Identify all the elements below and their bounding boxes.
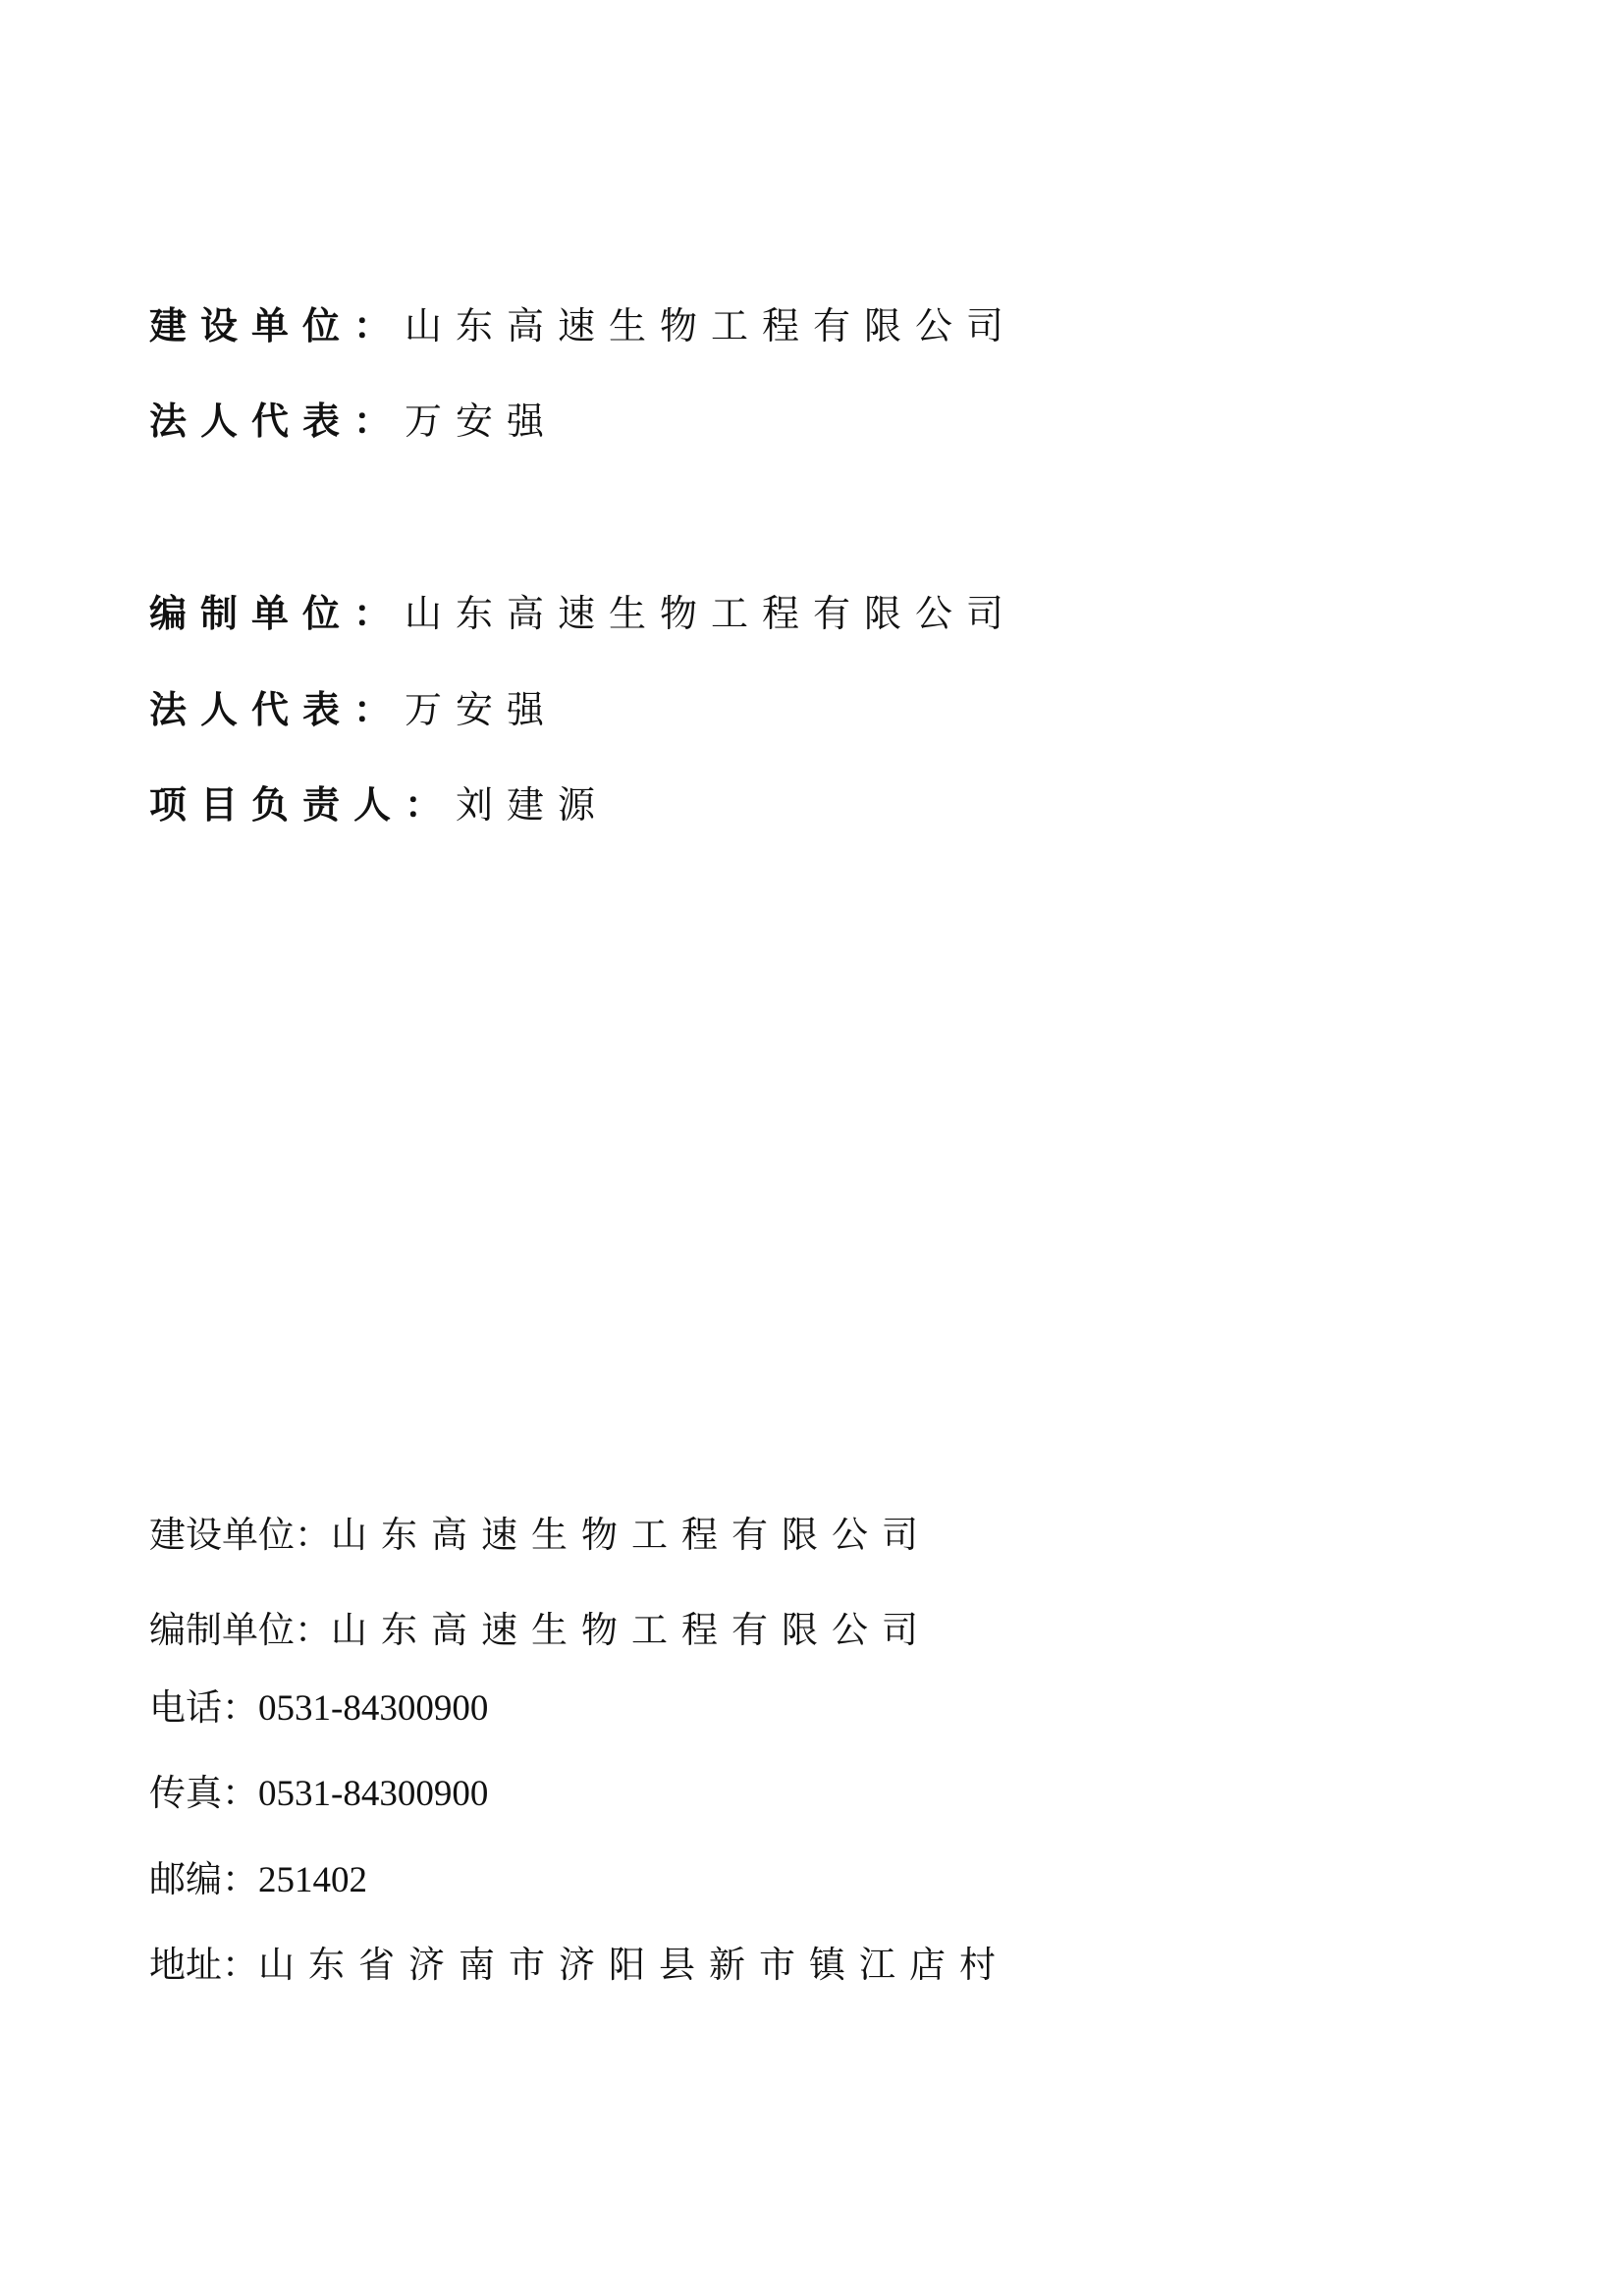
legal-rep-row: [149, 400, 559, 443]
fax-row: [149, 1772, 489, 1814]
compile-legal-rep-row: [149, 688, 559, 731]
contact-construction-unit-label: 建设单位：: [149, 1514, 331, 1556]
compile-unit-value: 山东高速生物工程有限公司: [405, 592, 1018, 635]
address-row: [149, 1944, 1009, 1986]
address-value: 山东省济南市济阳县新市镇江店村: [258, 1944, 1009, 1986]
phone-label: 电话：: [149, 1686, 258, 1729]
compile-unit-row: [149, 592, 1018, 635]
construction-unit-row: [149, 304, 1018, 347]
contact-construction-unit-row: [149, 1514, 932, 1556]
fax-value: 0531-84300900: [258, 1774, 489, 1814]
construction-unit-value: 山东高速生物工程有限公司: [405, 304, 1018, 347]
construction-unit-label: 建设单位：: [149, 304, 406, 347]
compile-legal-rep-label: 法人代表：: [149, 688, 406, 731]
contact-construction-unit-value: 山东高速生物工程有限公司: [331, 1514, 932, 1556]
contact-compile-unit-value: 山东高速生物工程有限公司: [331, 1609, 932, 1651]
project-lead-label: 项目负责人：: [149, 783, 457, 827]
phone-row: [149, 1686, 489, 1729]
postcode-value: 251402: [258, 1860, 367, 1900]
contact-compile-unit-label: 编制单位：: [149, 1609, 331, 1651]
legal-rep-value: 万安强: [405, 400, 559, 443]
postcode-label: 邮编：: [149, 1858, 258, 1900]
address-label: 地址：: [149, 1944, 258, 1986]
legal-rep-label: 法人代表：: [149, 400, 406, 443]
compile-unit-label: 编制单位：: [149, 592, 406, 635]
project-lead-row: [149, 783, 610, 827]
compile-legal-rep-value: 万安强: [405, 688, 559, 731]
contact-compile-unit-row: [149, 1609, 932, 1651]
phone-value: 0531-84300900: [258, 1688, 489, 1729]
postcode-row: [149, 1858, 367, 1900]
project-lead-value: 刘建源: [456, 783, 610, 827]
fax-label: 传真：: [149, 1772, 258, 1814]
